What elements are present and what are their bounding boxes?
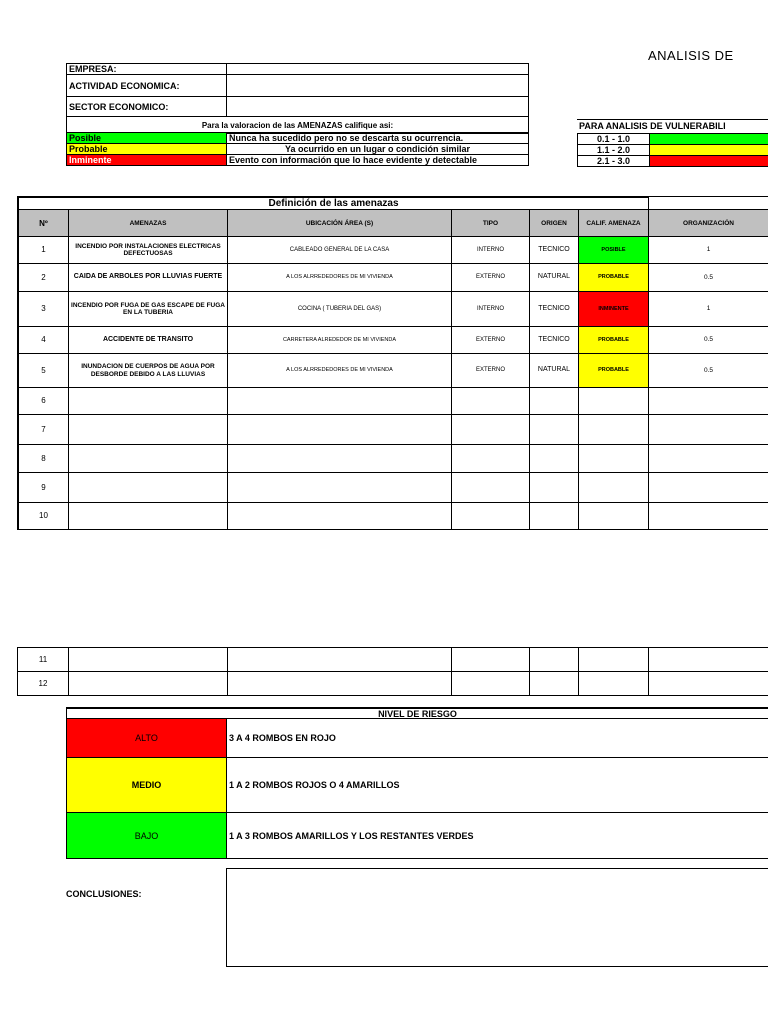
table-cell-organizacion[interactable]: 0.5 [648,263,768,292]
vuln-range-3: 2.1 - 3.0 [577,155,650,167]
table-cell-tipo[interactable]: EXTERNO [451,326,530,354]
table-row-number: 2 [17,263,69,292]
table-cell-organizacion[interactable] [648,502,768,530]
valoracion-note: Para la valoracion de las AMENAZAS califique asi: [66,116,529,134]
table-cell-tipo[interactable] [451,444,530,473]
table-row-number: 9 [17,472,69,503]
vulnerability-title: PARA ANALISIS DE VULNERABILI [579,121,726,131]
table-cell-amenaza[interactable]: INCENDIO POR FUGA DE GAS ESCAPE DE FUGA EN LA TUBERIA [68,291,228,327]
risk-level-title: NIVEL DE RIESGO [66,707,768,719]
table-cell-origen[interactable] [529,502,579,530]
table-cell-tipo[interactable] [451,387,530,415]
threat-legend [66,132,529,168]
risk-bajo-desc: 1 A 3 ROMBOS AMARILLOS Y LOS RESTANTES VERDES [226,812,768,859]
table-cell-amenaza[interactable]: INUNDACION DE CUERPOS DE AGUA POR DESBORDE DEBIDO A LAS LLUVIAS [68,353,228,388]
table-cell-origen[interactable] [529,444,579,473]
table-cell-calif[interactable]: POSIBLE [578,236,649,264]
risk-medio-label: MEDIO [66,757,227,813]
table-row-number: 5 [17,353,69,388]
table-cell-origen[interactable] [529,414,579,445]
table-cell-tipo[interactable]: INTERNO [451,291,530,327]
table-row-number: 6 [17,387,69,415]
table-cell-tipo[interactable] [451,472,530,503]
table-cell-tipo[interactable] [451,647,530,672]
risk-bajo-label: BAJO [66,812,227,859]
table-cell-tipo[interactable]: EXTERNO [451,353,530,388]
sector-label: SECTOR ECONOMICO: [66,96,227,117]
table-cell-amenaza[interactable]: ACCIDENTE DE TRANSITO [68,326,228,354]
table-cell-amenaza[interactable] [68,647,228,672]
table-cell-origen[interactable] [529,647,579,672]
vuln-range-2: 1.1 - 2.0 [577,144,650,156]
table-cell-calif[interactable] [578,671,649,696]
table-cell-amenaza[interactable] [68,414,228,445]
header-col-organizacion: ORGANIZACIÓN [648,209,768,237]
table-cell-organizacion[interactable] [648,444,768,473]
header-col-amenaza: AMENAZAS [68,209,228,237]
legend-label-probable: Probable [66,143,227,155]
table-cell-amenaza[interactable] [68,444,228,473]
table-cell-organizacion[interactable]: 0.5 [648,353,768,388]
table-cell-origen[interactable]: TECNICO [529,326,579,354]
table-cell-ubicacion[interactable]: A LOS ALRREDEDORES DE MI VIVIENDA [227,263,452,292]
table-cell-origen[interactable]: TECNICO [529,236,579,264]
table-cell-calif[interactable] [578,502,649,530]
vulnerability-legend [577,111,768,168]
table-cell-origen[interactable]: TECNICO [529,291,579,327]
table-cell-origen[interactable] [529,671,579,696]
table-cell-ubicacion[interactable] [227,472,452,503]
table-cell-ubicacion[interactable] [227,387,452,415]
table-cell-amenaza[interactable] [68,472,228,503]
table-cell-ubicacion[interactable]: CARRETERA ALREDEDOR DE MI VIVIENDA [227,326,452,354]
table-cell-amenaza[interactable]: INCENDIO POR INSTALACIONES ELECTRICAS DEFECTUOSAS [68,236,228,264]
table-cell-ubicacion[interactable]: A LOS ALRREDEDORES DE MI VIVIENDA [227,353,452,388]
table-row-number: 4 [17,326,69,354]
table-cell-origen[interactable] [529,387,579,415]
table-cell-origen[interactable]: NATURAL [529,353,579,388]
table-cell-calif[interactable]: INMINENTE [578,291,649,327]
table-cell-organizacion[interactable]: 1 [648,236,768,264]
threats-table [17,196,768,538]
table-cell-calif[interactable] [578,647,649,672]
risk-level-table [66,707,768,859]
table-cell-organizacion[interactable] [648,387,768,415]
table-cell-ubicacion[interactable] [227,444,452,473]
risk-alto-label: ALTO [66,718,227,758]
table-cell-organizacion[interactable] [648,671,768,696]
threats-title-right [648,196,768,210]
legend-desc-probable: Ya ocurrido en un lugar o condición similar [226,143,529,155]
legend-desc-inminente: Evento con información que lo hace evidente y detectable [226,154,529,166]
table-cell-tipo[interactable]: INTERNO [451,236,530,264]
table-cell-ubicacion[interactable] [227,647,452,672]
table-cell-ubicacion[interactable] [227,414,452,445]
conclusions-box[interactable] [226,868,768,967]
table-cell-amenaza[interactable] [68,387,228,415]
table-row-number: 11 [17,647,69,672]
company-info [66,63,529,132]
table-cell-ubicacion[interactable]: CABLEADO GENERAL DE LA CASA [227,236,452,264]
table-row-number: 10 [17,502,69,530]
header-col-ubicacion: UBICACIÓN ÁREA (S) [227,209,452,237]
table-cell-amenaza[interactable] [68,671,228,696]
sector-value[interactable] [226,96,529,117]
actividad-value[interactable] [226,74,529,97]
table-cell-ubicacion[interactable] [227,671,452,696]
table-cell-organizacion[interactable]: 1 [648,291,768,327]
actividad-label: ACTIVIDAD ECONOMICA: [66,74,227,97]
table-row-number: 12 [17,671,69,696]
table-row-number: 1 [17,236,69,264]
table-row-number: 3 [17,291,69,327]
table-cell-tipo[interactable] [451,502,530,530]
table-cell-calif[interactable] [578,387,649,415]
table-cell-organizacion[interactable] [648,472,768,503]
header-col-origen: ORIGEN [529,209,579,237]
table-cell-origen[interactable] [529,472,579,503]
vuln-range-1: 0.1 - 1.0 [577,133,650,145]
table-cell-organizacion[interactable] [648,647,768,672]
table-cell-origen[interactable]: NATURAL [529,263,579,292]
header-col-no: Nº [17,209,69,237]
table-cell-calif[interactable]: PROBABLE [578,353,649,388]
legend-label-inminente: Inminente [66,154,227,166]
table-cell-amenaza[interactable] [68,502,228,530]
vuln-color-3 [649,155,768,167]
table-cell-organizacion[interactable] [648,414,768,445]
page-title: ANALISIS DE [648,48,734,63]
table-cell-calif[interactable] [578,472,649,503]
header-col-calif: CALIF. AMENAZA [578,209,649,237]
threats-table-extra [17,647,768,697]
table-row-number: 7 [17,414,69,445]
conclusions-label: CONCLUSIONES: [66,889,142,899]
table-cell-organizacion[interactable]: 0.5 [648,326,768,354]
header-col-tipo: TIPO [451,209,530,237]
table-cell-tipo[interactable] [451,671,530,696]
table-cell-ubicacion[interactable]: COCINA ( TUBERIA DEL GAS) [227,291,452,327]
table-cell-ubicacion[interactable] [227,502,452,530]
threats-section-title: Definición de las amenazas [17,196,649,210]
legend-label-posible: Posible [66,132,227,144]
legend-desc-posible: Nunca ha sucedido pero no se descarta su ocurrencia. [226,132,529,144]
table-cell-calif[interactable] [578,444,649,473]
table-row-number: 8 [17,444,69,473]
table-cell-amenaza[interactable]: CAIDA DE ARBOLES POR LLUVIAS FUERTE [68,263,228,292]
table-cell-calif[interactable]: PROBABLE [578,263,649,292]
risk-alto-desc: 3 A 4 ROMBOS EN ROJO [226,718,768,758]
table-cell-tipo[interactable] [451,414,530,445]
table-cell-tipo[interactable]: EXTERNO [451,263,530,292]
empresa-label: EMPRESA: [66,63,227,75]
table-cell-calif[interactable] [578,414,649,445]
table-cell-calif[interactable]: PROBABLE [578,326,649,354]
risk-medio-desc: 1 A 2 ROMBOS ROJOS O 4 AMARILLOS [226,757,768,813]
